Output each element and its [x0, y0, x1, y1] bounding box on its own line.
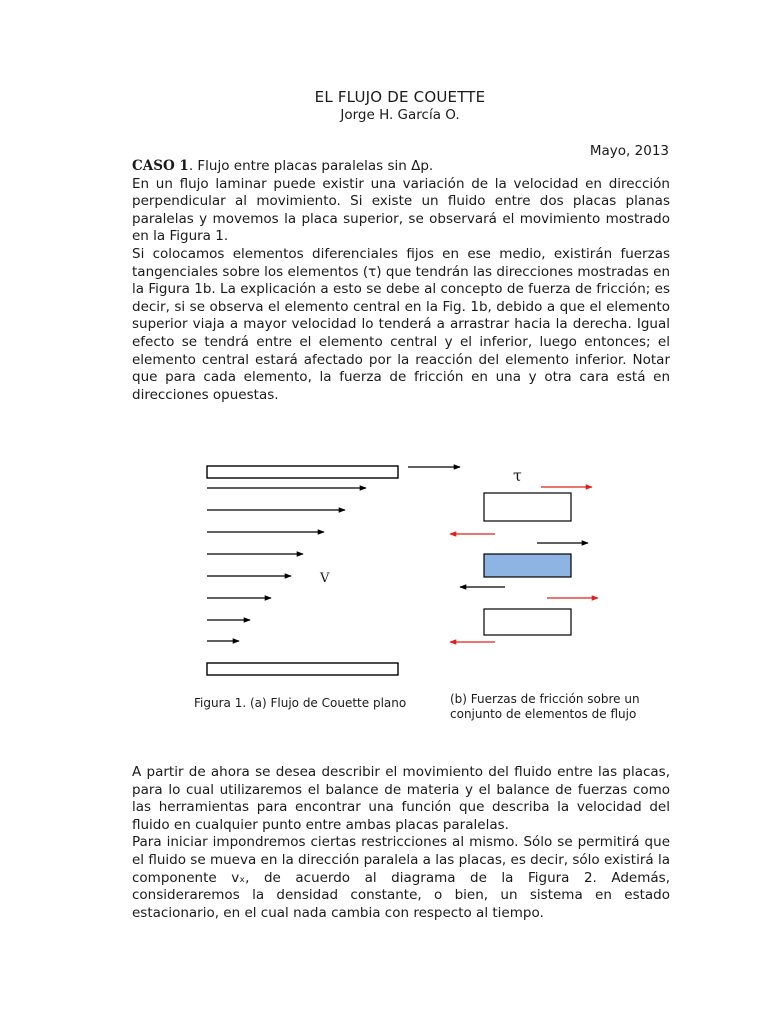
- paragraph-4: Para iniciar impondremos ciertas restricciones al mismo. Sólo se permitirá que el fluido se mueva en la dirección paralela a las placas, es decir, sólo existirá la componente vₓ, de acuerdo al diagrama de la Figura 2. Además, consideraremos la densidad constante, o bien, un sistema en estado estacionario, en el cual nada cambia con respecto al tiempo.: [132, 834, 670, 921]
- document-date: Mayo, 2013: [589, 143, 669, 159]
- bottom-element: [484, 609, 571, 635]
- section-1: [132, 158, 670, 404]
- section-2: [132, 764, 670, 922]
- top-plate: [207, 466, 398, 478]
- velocity-label: V: [320, 571, 330, 586]
- document-author: Jorge H. García O.: [340, 107, 460, 123]
- figure-caption-b: (b) Fuerzas de fricción sobre un conjunto de elementos de flujo: [450, 692, 640, 721]
- bottom-plate: [207, 663, 398, 675]
- figure-caption-a: Figura 1. (a) Flujo de Couette plano: [194, 696, 407, 710]
- case-label: CASO 1: [132, 158, 189, 174]
- center-element: [484, 554, 571, 577]
- case-title: . Flujo entre placas paralelas sin Δp.: [188, 158, 434, 174]
- tau-label: τ: [513, 466, 522, 485]
- case-heading: [132, 158, 670, 176]
- top-element: [484, 493, 571, 521]
- document-title: EL FLUJO DE COUETTE: [314, 88, 486, 106]
- paragraph-1: En un flujo laminar puede existir una variación de la velocidad en dirección perpendicular al movimiento. Si existe un fluido entre dos placas planas paralelas y movemos la placa superior, se observará el movimiento mostrado en la Figura 1.: [132, 175, 670, 245]
- paragraph-3: A partir de ahora se desea describir el movimiento del fluido entre las placas, para lo cual utilizaremos el balance de materia y el balance de fuerzas como las herramientas para encontrar una función que describa la velocidad del fluido en cualquier punto entre ambas placas paralelas.: [132, 764, 670, 833]
- paragraph-2: Si colocamos elementos diferenciales fijos en ese medio, existirán fuerzas tangenciales sobre los elementos (τ) que tendrán las direcciones mostradas en la Figura 1b. La explicación a esto se debe al concepto de fuerza de fricción; es decir, si se observa el elemento central en la Fig. 1b, debido a que el elemento superior viaja a mayor velocidad lo tenderá a arrastrar hacia la derecha. Igual efecto se tendrá entre el elemento central y el inferior, luego entonces; el elemento central estará afectado por la reacción del elemento inferior. Notar que para cada elemento, la fuerza de fricción en una y otra cara está en direcciones opuestas.: [132, 245, 670, 403]
